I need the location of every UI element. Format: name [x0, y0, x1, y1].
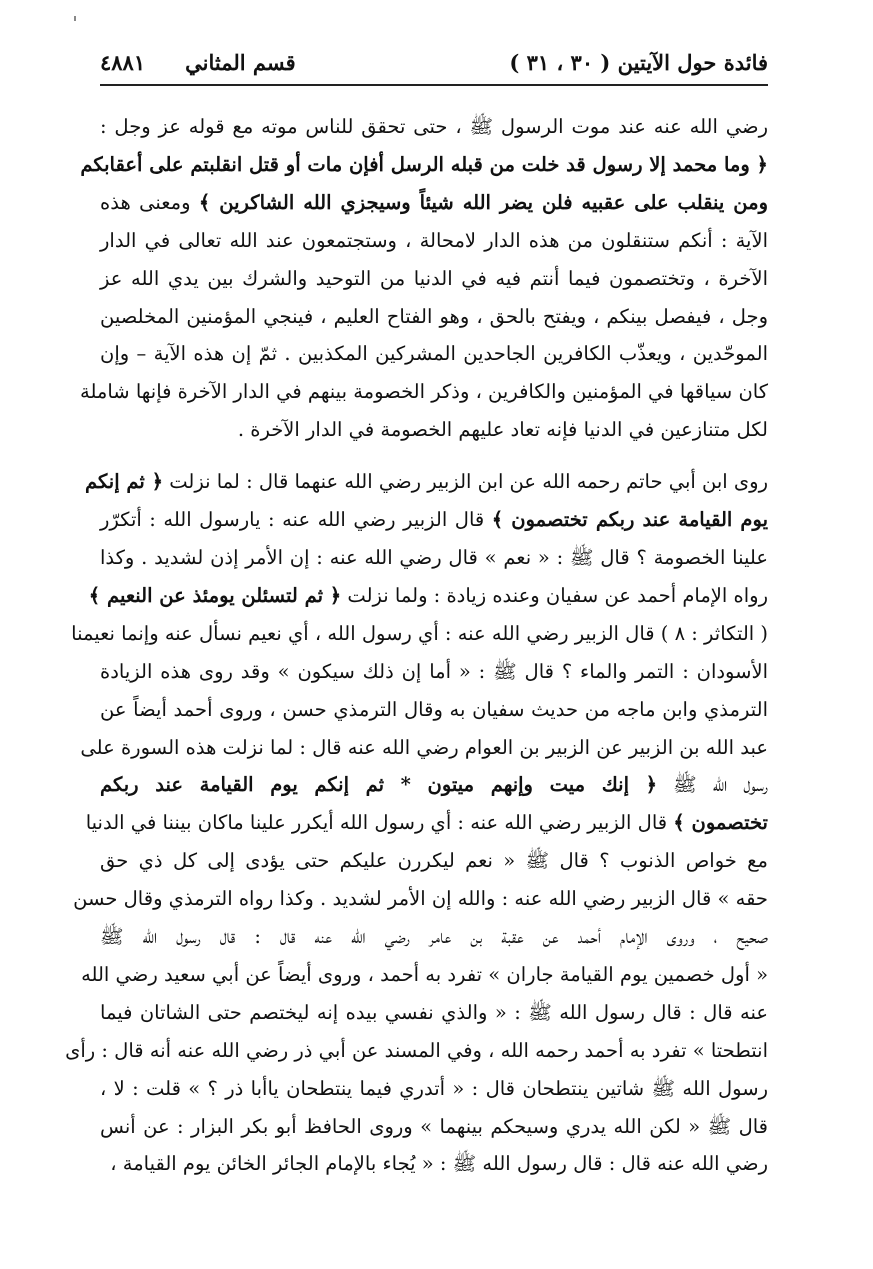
page-header [100, 42, 768, 82]
text-segment: الترمذي وابن ماجه من حديث سفيان به وقال الترمذي حسن ، وروى أحمد أيضاً عن [100, 697, 768, 721]
text-segment: علينا الخصومة ؟ قال ﷺ : « نعم » قال رضي الله عنه : إن الأمر إذن لشديد . وكذا [100, 545, 768, 569]
text-line [100, 184, 768, 222]
quranic-verse: ﴿ وما محمد إلا رسول قد خلت من قبله الرسل أفإن مات أو قتل انقلبتم على أعقابكم [80, 152, 768, 176]
text-line [73, 880, 768, 918]
quranic-verse: ﴿ إنك ميت وإنهم ميتون * ثم إنكم يوم القيامة عند ربكم [100, 773, 658, 797]
header-left-group [100, 50, 296, 75]
text-line [80, 373, 768, 411]
text-segment: عنه قال : قال رسول الله ﷺ : « والذي نفسي بيده إنه ليختصم حتى الشاتان فيما [100, 1000, 768, 1024]
text-segment: ومعنى هذه [100, 190, 199, 214]
text-segment: كان سياقها في المؤمنين والكافرين ، وذكر الخصومة بينهم في الدار الآخرة فإنها شاملة [80, 380, 768, 404]
text-line [65, 1032, 768, 1070]
text-line [100, 766, 768, 804]
text-segment: مع خواص الذنوب ؟ قال ﷺ « نعم ليكررن عليكم حتى يؤدى إلى كل ذي حق [100, 849, 768, 873]
text-line [100, 994, 768, 1032]
text-segment: قال ﷺ « لكن الله يدري وسيحكم بينهما » وروى الحافظ أبو بكر البزار : عن أنس [100, 1114, 768, 1138]
paragraph [80, 108, 768, 449]
text-segment: انتطحتا » تفرد به أحمد رحمه الله ، وفي المسند عن أبي ذر رضي الله عنه أنه قال : رأى [65, 1038, 768, 1062]
text-segment: رسول الله ﷺ [657, 773, 769, 797]
quranic-verse: ﴿ ثم إنكم [85, 470, 164, 494]
quranic-verse: تختصمون ﴾ [673, 811, 768, 835]
text-line [100, 539, 768, 577]
text-segment: وجل ، فيفصل بينكم ، ويفتح بالحق ، وهو الفتاح العليم ، فينجي المؤمنين المخلصين [100, 304, 768, 328]
text-line [100, 411, 768, 449]
text-line [80, 146, 768, 184]
text-segment: لكل متنازعين في الدنيا فإنه تعاد عليهم الخصومة في الدار الآخرة . [237, 418, 768, 442]
text-segment: روى ابن أبي حاتم رحمه الله عن ابن الزبير رضي الله عنهما قال : لما نزلت [163, 470, 768, 494]
page-number: ٤٨٨١ [100, 49, 146, 75]
text-segment: عبد الله بن الزبير عن الزبير بن العوام رضي الله عنه قال : لما نزلت هذه السورة على [80, 735, 768, 759]
quranic-verse: ومن ينقلب على عقبيه فلن يضر الله شيئاً وسيجزي الله الشاكرين ﴾ [198, 190, 768, 214]
text-line [100, 1145, 768, 1183]
text-line [81, 956, 768, 994]
paragraph [65, 463, 769, 1183]
text-line [100, 1070, 768, 1108]
scan-mark [74, 16, 76, 21]
text-line [85, 463, 768, 501]
text-line [100, 842, 768, 880]
text-segment: حقه » قال الزبير رضي الله عنه : والله إن الأمر لشديد . وكذا رواه الترمذي وقال حسن [73, 887, 768, 911]
text-segment: الموحّدين ، ويعذّب الكافرين الجاحدين المشركين المكذبين . ثمّ إن هذه الآية – وإن [100, 342, 768, 366]
text-line [100, 298, 768, 336]
text-segment: « أول خصمين يوم القيامة جاران » تفرد به أحمد ، وروى أيضاً عن أبي سعيد رضي الله [81, 962, 768, 986]
running-title: فائدة حول الآيتين ( ٣٠ ، ٣١ ) [509, 49, 768, 75]
text-line [100, 222, 768, 260]
text-segment: صحيح ، وروى الإمام أحمد عن عقبة بن عامر رضي الله عنه قال : قال رسول الله ﷺ [100, 925, 768, 949]
text-segment: الآخرة ، وتختصمون فيما أنتم فيه في الدنيا من التوحيد والشرك بين يدي الله عز [100, 266, 768, 290]
text-line [100, 108, 768, 146]
text-segment: الأسودان : التمر والماء ؟ قال ﷺ : « أما إن ذلك سيكون » وقد روى هذه الزيادة [100, 659, 768, 683]
section-name: قسم المثاني [185, 49, 296, 75]
body-text [65, 108, 769, 1183]
text-line [100, 1108, 768, 1146]
text-segment: رواه الإمام أحمد عن سفيان وعنده زيادة : ولما نزلت [341, 583, 768, 607]
text-line [100, 501, 768, 539]
text-line [80, 729, 768, 767]
text-line [100, 691, 768, 729]
text-line [100, 918, 768, 956]
header-rule [100, 84, 768, 86]
quranic-verse: ﴿ ثم لتسئلن يومئذ عن النعيم ﴾ [88, 583, 342, 607]
text-line [71, 615, 768, 653]
text-segment: رضي الله عنه عند موت الرسول ﷺ ، حتى تحقق للناس موته مع قوله عز وجل : [100, 115, 768, 138]
text-segment: رضي الله عنه قال : قال رسول الله ﷺ : « يُجاء بالإمام الجائر الخائن يوم القيامة ، [110, 1152, 768, 1176]
text-line [100, 653, 768, 691]
text-segment: قال الزبير رضي الله عنه : أي رسول الله أيكرر علينا ماكان بيننا في الدنيا [85, 811, 674, 835]
text-line [85, 804, 768, 842]
text-segment: ( التكاثر : ٨ ) قال الزبير رضي الله عنه : أي رسول الله ، أي نعيم نسأل عنه وإنما نعيمنا [71, 621, 768, 645]
text-segment: رسول الله ﷺ شاتين ينتطحان قال : « أتدري فيما ينتطحان ياأبا ذر ؟ » قلت : لا ، [100, 1076, 768, 1100]
text-segment: الآية : أنكم ستنقلون من هذه الدار لامحالة ، وستجتمعون عند الله تعالى في الدار [100, 228, 768, 252]
text-segment: قال الزبير رضي الله عنه : يارسول الله : أتكرّر [100, 508, 492, 532]
text-line [88, 577, 768, 615]
text-line [100, 335, 768, 373]
quranic-verse: يوم القيامة عند ربكم تختصمون ﴾ [491, 508, 768, 532]
text-line [100, 260, 768, 298]
